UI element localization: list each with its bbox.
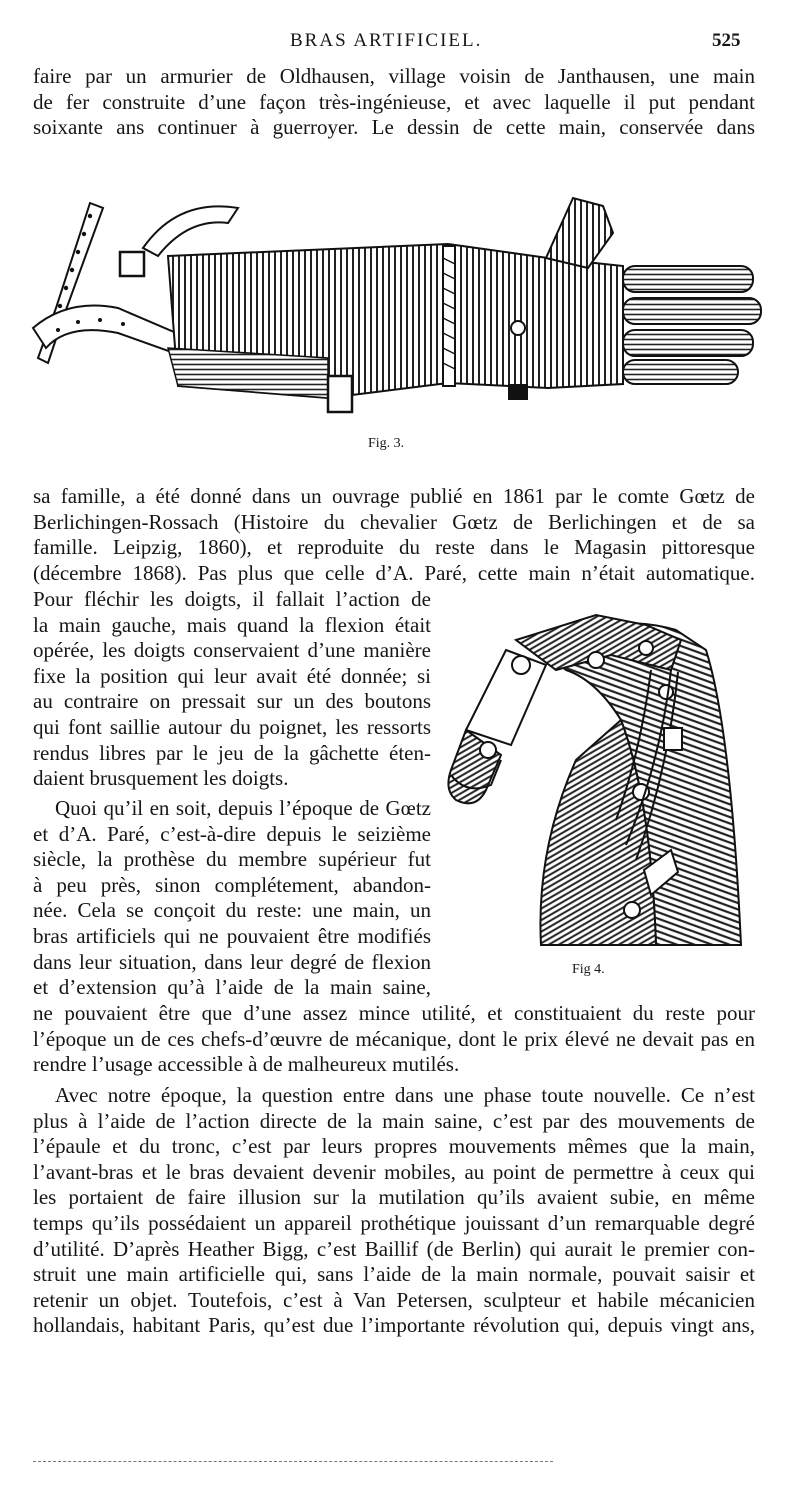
text-line: ne pouvaient être que d’une assez mince utilité, et constituaient du reste pour <box>33 1001 755 1025</box>
text-line: et d’A. Paré, c’est-à-dire depuis le seizième <box>33 821 431 846</box>
text-line: de fer construite d’une façon très-ingénieuse, et avec laquelle il put pendant <box>33 89 755 114</box>
text-line: à peu près, sinon complétement, abandon- <box>33 872 431 897</box>
text-line: siècle, la prothèse du membre supérieur fut <box>33 847 431 872</box>
text-line: hollandais, habitant Paris, qu’est due l’importante révolution qui, depuis vingt ans, <box>33 1313 755 1338</box>
text-line: et d’extension qu’à l’aide de la main saine, <box>33 975 431 1000</box>
text-line: temps qu’ils possédaient un appareil prothétique jouissant d’un remarquable degré <box>33 1210 755 1235</box>
text-line: l’épaule et du tronc, c’est par leurs propres mouvements mêmes que la main, <box>33 1134 755 1159</box>
figure-3-iron-hand-illustration <box>28 188 773 428</box>
text-line: sa famille, a été donné dans un ouvrage publié en 1861 par le comte Gœtz de <box>33 484 755 508</box>
text-line: Berlichingen-Rossach (Histoire du chevalier Gœtz de Berlichingen et de sa <box>33 509 755 534</box>
text-line: d’utilité. D’après Heather Bigg, c’est Baillif (de Berlin) qui aurait le premier con- <box>33 1236 755 1261</box>
text-line: Quoi qu’il en soit, depuis l’époque de Gœtz <box>55 796 431 820</box>
paragraph-2-continued <box>33 587 431 792</box>
text-line: daient brusquement les doigts. <box>33 766 289 791</box>
text-line: qui font saillie autour du poignet, les ressorts <box>33 714 431 739</box>
text-line: dans leur situation, dans leur degré de flexion <box>33 949 431 974</box>
paragraph-1 <box>33 64 755 141</box>
text-line: plus à l’aide de l’action directe de la main saine, c’est par des mouvements de <box>33 1108 755 1133</box>
text-line: soixante ans continuer à guerroyer. Le dessin de cette main, conservée dans <box>33 115 755 140</box>
text-line: l’époque un de ces chefs-d’œuvre de mécanique, dont le prix élevé ne devait pas en <box>33 1026 755 1051</box>
paragraph-2 <box>33 484 755 586</box>
text-line: famille. Leipzig, 1860), et reproduite du reste dans le Magasin pittoresque <box>33 535 755 560</box>
running-title: BRAS ARTIFICIEL. <box>290 30 483 51</box>
text-line: fixe la position qui leur avait été donnée; si <box>33 663 431 688</box>
paragraph-4 <box>33 1083 755 1339</box>
text-line: rendus libres par le jeu de la gâchette éten- <box>33 740 431 765</box>
figure-4-caption: Fig 4. <box>572 962 605 977</box>
text-line: faire par un armurier de Oldhausen, village voisin de Janthausen, une main <box>33 64 755 88</box>
text-line: bras artificiels qui ne pouvaient être modifiés <box>33 923 431 948</box>
text-line: retenir un objet. Toutefois, c’est à Van Petersen, sculpteur et habile mécanicien <box>33 1287 755 1312</box>
text-line: rendre l’usage accessible à de malheureux mutilés. <box>33 1052 460 1077</box>
text-line: struit une main artificielle qui, sans l’aide de la main normale, pouvait saisir et <box>33 1262 755 1287</box>
text-line: Pour fléchir les doigts, il fallait l’action de <box>33 587 431 611</box>
text-line: les portaient de faire illusion sur la mutilation qu’ils avaient subie, en même <box>33 1185 755 1210</box>
figure-4-articulated-hand-illustration <box>446 610 756 955</box>
text-line: l’avant-bras et le bras devaient devenir mobiles, au point de permettre à ceux qui <box>33 1159 755 1184</box>
text-line: (décembre 1868). Pas plus que celle d’A. Paré, cette main n’était automatique. <box>33 560 755 585</box>
text-line: la main gauche, mais quand la flexion était <box>33 612 431 637</box>
page-number: 525 <box>712 30 741 51</box>
text-line: née. Cela se conçoit du reste: une main, un <box>33 898 431 923</box>
figure-3-caption: Fig. 3. <box>368 436 405 451</box>
text-line: Avec notre époque, la question entre dans une phase toute nouvelle. Ce n’est <box>55 1083 755 1107</box>
paragraph-3 <box>33 796 431 1001</box>
text-line: opérée, les doigts conservaient d’une manière <box>33 638 431 663</box>
running-head <box>0 30 800 58</box>
text-line: au contraire on pressait sur un des boutons <box>33 689 431 714</box>
paragraph-3-continued <box>33 1001 755 1078</box>
footer-rule <box>33 1461 553 1462</box>
